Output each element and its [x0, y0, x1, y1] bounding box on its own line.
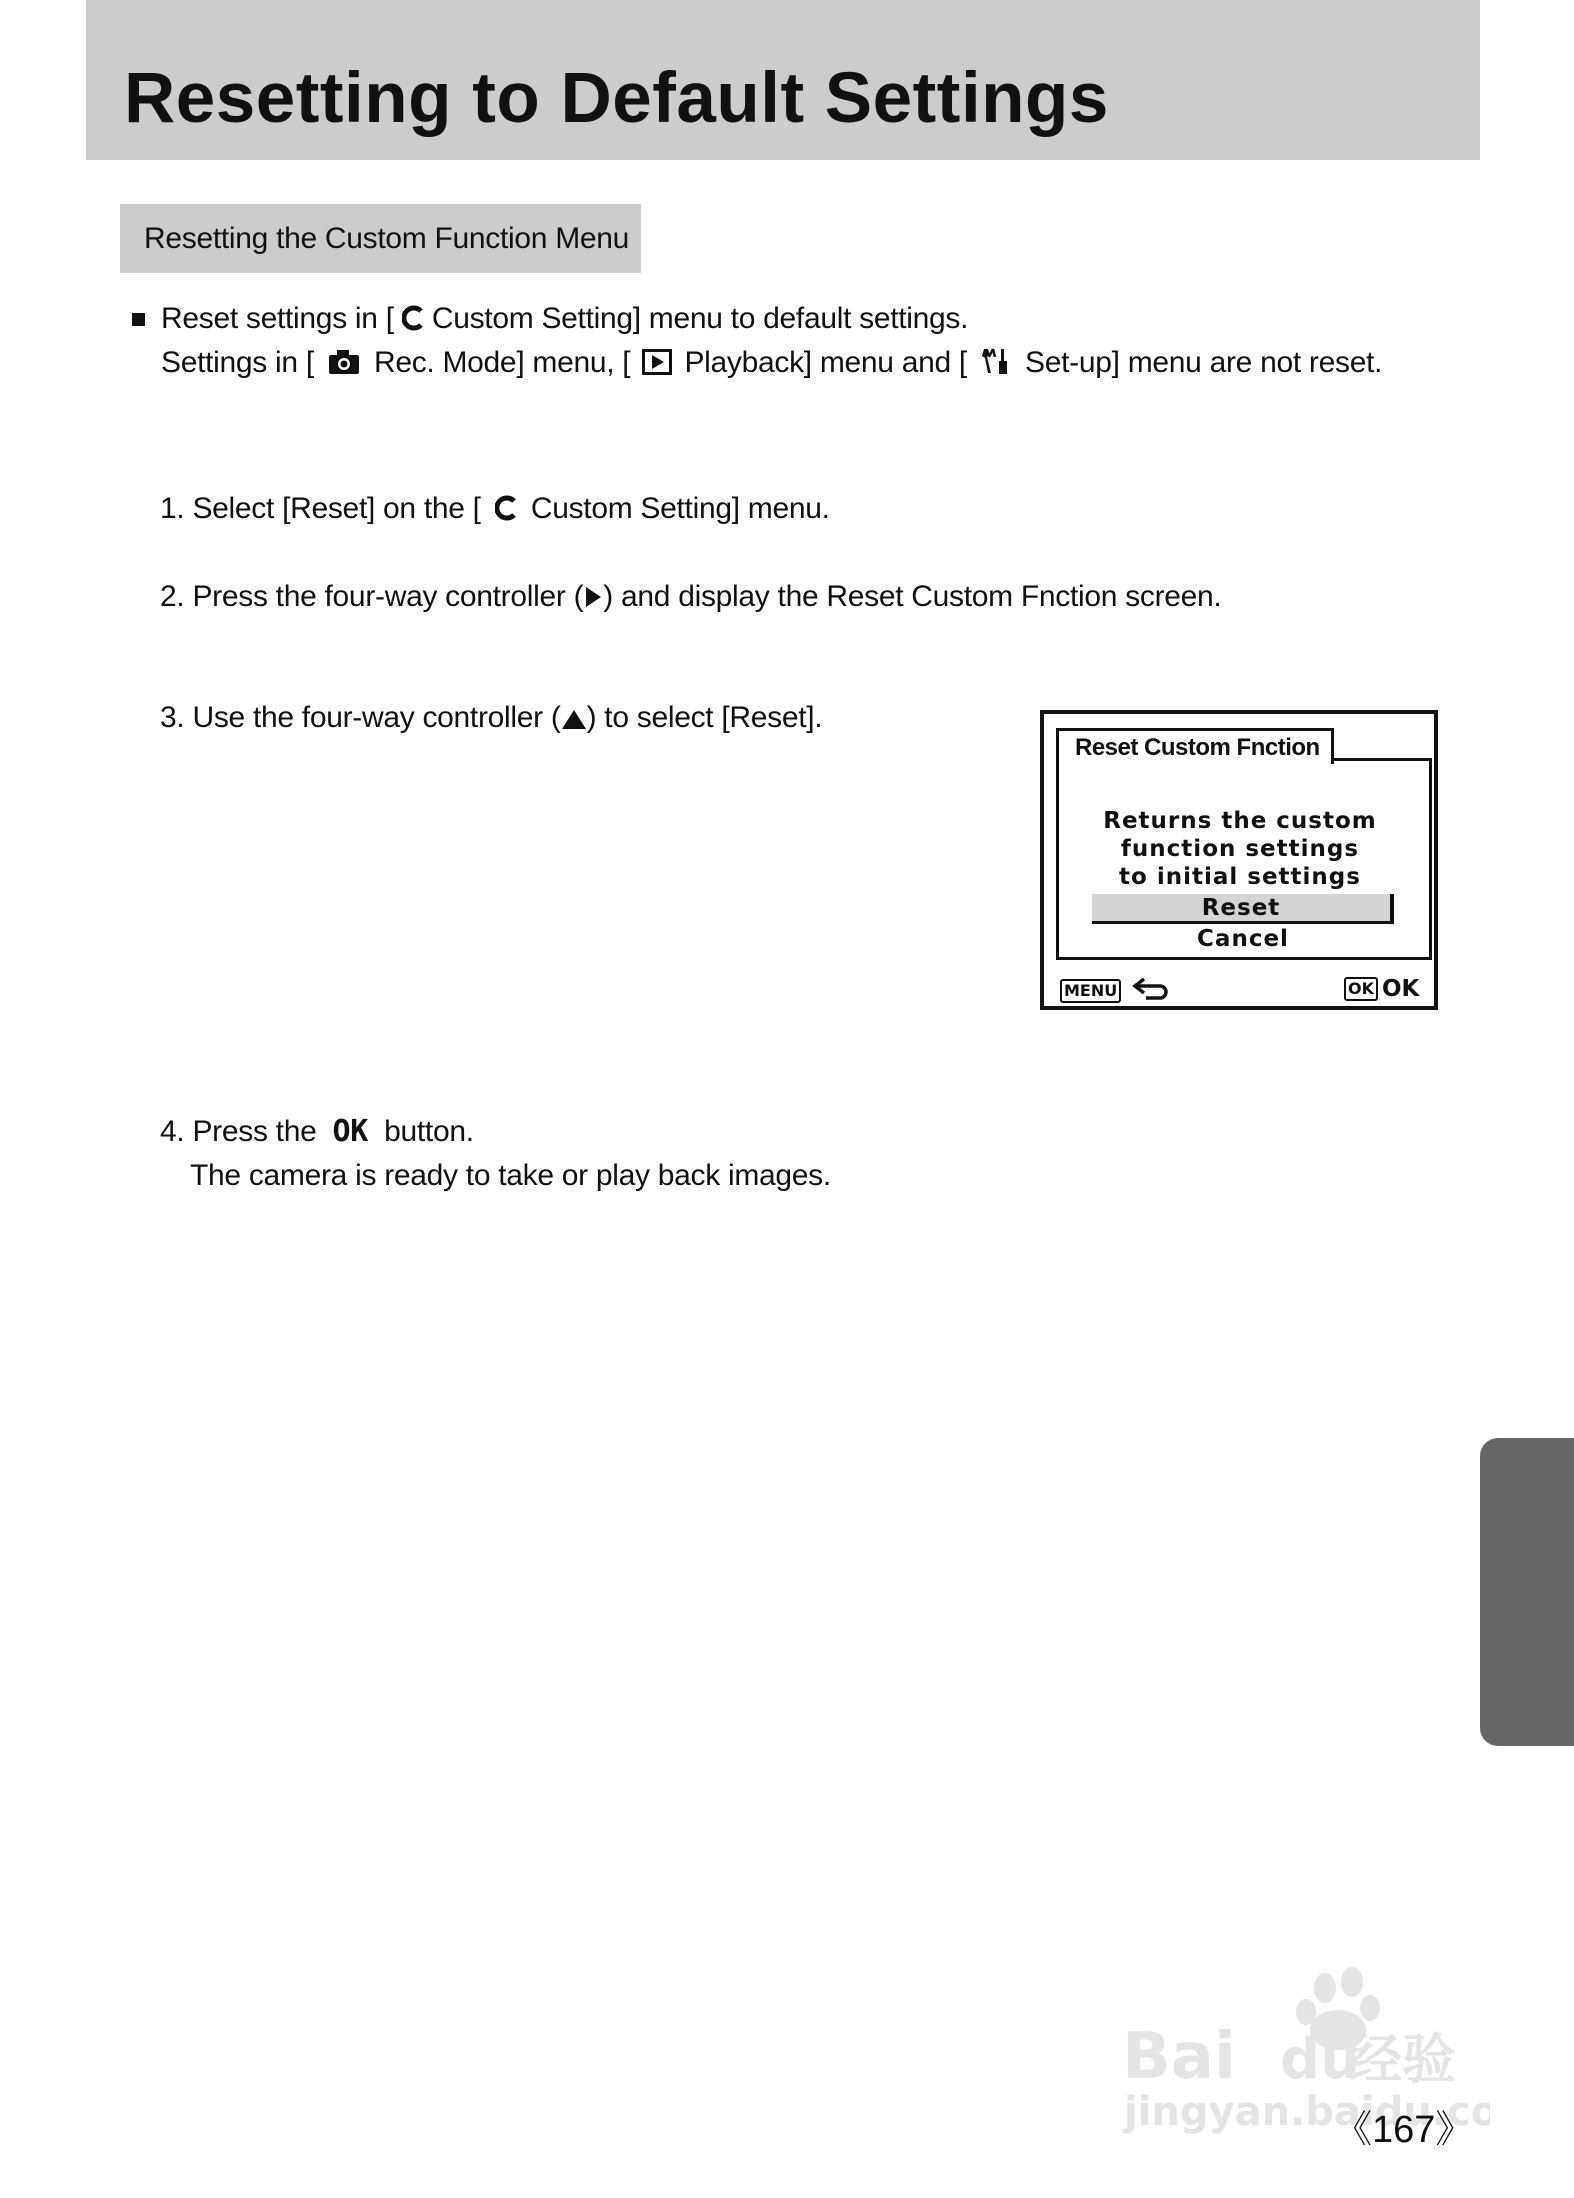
right-arrow-icon — [583, 583, 603, 617]
step-3-suffix: ) to select [Reset]. — [586, 701, 823, 734]
ok-button-glyph: OK — [332, 1114, 369, 1149]
up-arrow-icon — [561, 704, 587, 738]
step-4-line-2: The camera is ready to take or play back images. — [190, 1159, 831, 1192]
watermark-url: jingyan.baidu.co — [1124, 2089, 1490, 2135]
watermark-brand: Bai — [1122, 2020, 1236, 2094]
watermark-chinese: 经验 — [1348, 2028, 1456, 2091]
intro-line-2-d: Set-up] menu are not reset. — [1025, 346, 1383, 379]
intro-line-2 — [161, 346, 1382, 383]
camera-icon — [328, 349, 360, 383]
camera-screen — [1040, 710, 1438, 1010]
step-3-prefix: 3. Use the four-way controller ( — [160, 701, 561, 734]
ok-control[interactable] — [1344, 976, 1419, 1002]
intro-line-1-suffix: Custom Setting] menu to default settings. — [431, 302, 969, 335]
screen-message-line-2: function settings — [1120, 836, 1360, 862]
intro-line-2-c: Playback] menu and [ — [684, 346, 967, 379]
custom-setting-icon — [402, 305, 424, 339]
step-2-prefix: 2. Press the four-way controller ( — [160, 580, 584, 613]
section-tab: Resetting the Custom Function Menu — [120, 204, 641, 273]
ok-key: OK — [1344, 977, 1378, 1001]
ok-label: OK — [1382, 976, 1420, 1002]
step-3 — [160, 701, 822, 738]
step-4-suffix: button. — [384, 1115, 474, 1148]
watermark-brand-du: du — [1280, 2027, 1360, 2092]
setup-wrench-icon — [981, 347, 1011, 383]
step-1-prefix: 1. Select [Reset] on the [ — [160, 492, 481, 525]
step-4 — [160, 1114, 474, 1149]
playback-icon — [642, 349, 672, 383]
menu-key: MENU — [1060, 979, 1121, 1003]
intro-line-2-a: Settings in [ — [161, 346, 314, 379]
back-arrow-icon — [1132, 976, 1170, 1005]
step-4-prefix: 4. Press the — [160, 1115, 317, 1148]
chapter-side-tab — [1480, 1438, 1574, 1746]
page-title: Resetting to Default Settings — [124, 59, 1109, 138]
screen-message-line-3: to initial settings — [1119, 864, 1361, 890]
intro-line-2-b: Rec. Mode] menu, [ — [373, 346, 631, 379]
step-1 — [160, 492, 830, 529]
intro-line-1-prefix: Reset settings in [ — [161, 302, 394, 335]
reset-option[interactable]: Reset — [1092, 894, 1394, 924]
intro-line-1 — [161, 302, 968, 339]
page-number: 《167》 — [1334, 2109, 1474, 2151]
step-2-suffix: ) and display the Reset Custom Fnction screen. — [603, 580, 1222, 613]
screen-message-line-1: Returns the custom — [1103, 808, 1377, 834]
cancel-option[interactable]: Cancel — [1197, 926, 1289, 952]
custom-setting-icon — [495, 495, 517, 529]
bullet-square-icon — [132, 313, 145, 326]
step-1-suffix: Custom Setting] menu. — [530, 492, 830, 525]
step-2 — [160, 580, 1221, 617]
menu-back-control[interactable] — [1060, 976, 1170, 1005]
screen-tab-title: Reset Custom Fnction — [1056, 728, 1334, 764]
